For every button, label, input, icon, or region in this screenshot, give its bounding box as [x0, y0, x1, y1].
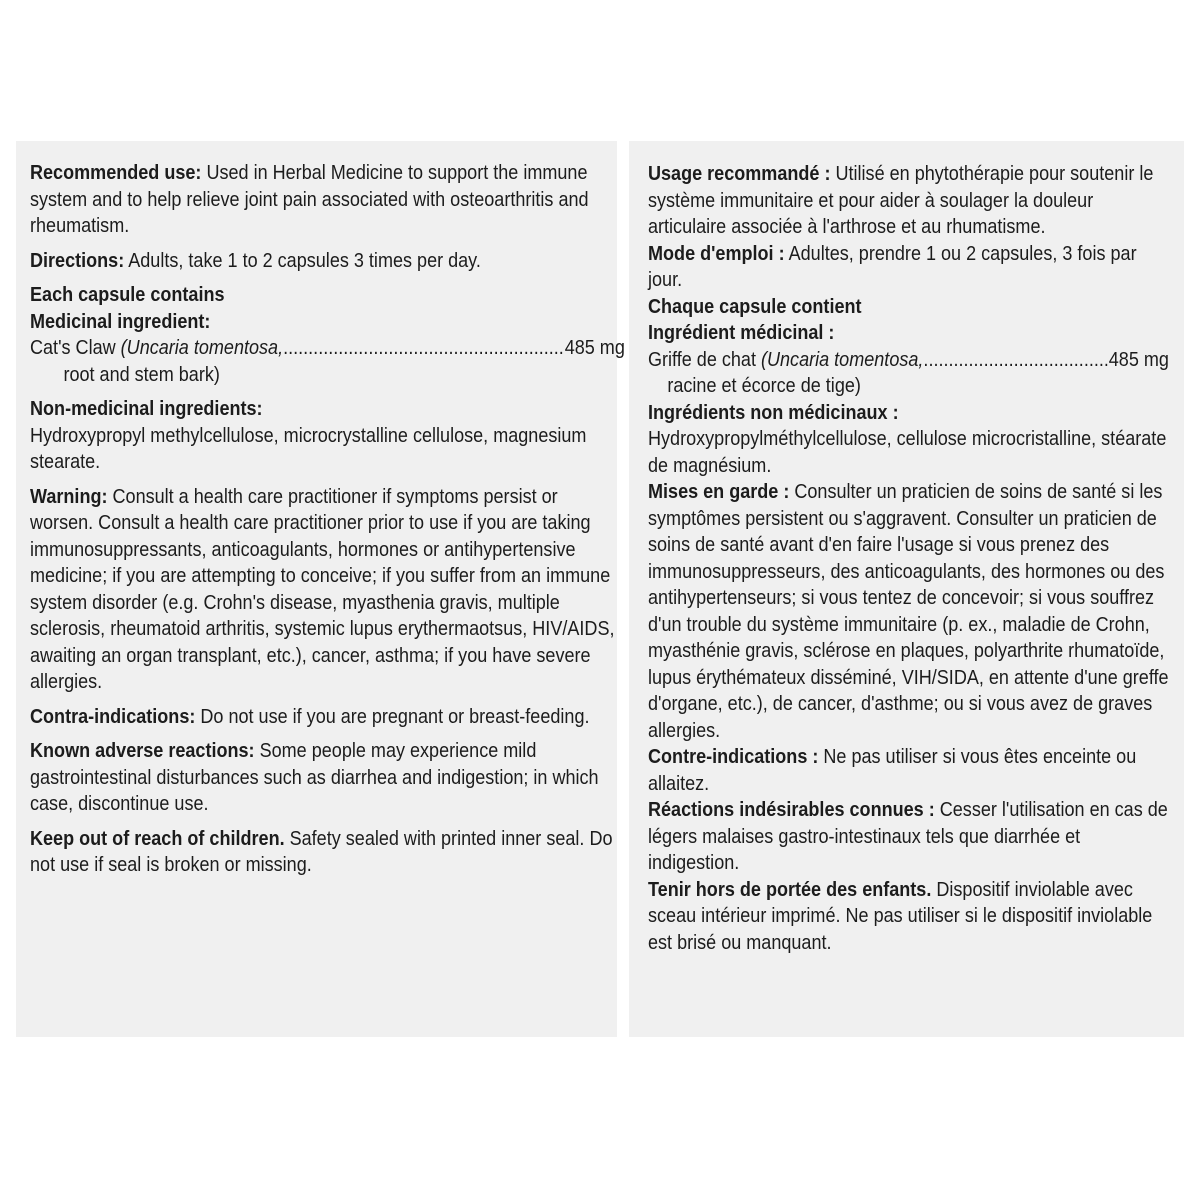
ingredient-source: root and stem bark)	[63, 362, 220, 386]
contra-indications-section	[30, 704, 625, 731]
mode-emploi-label: Mode d'emploi :	[648, 241, 785, 265]
contre-indications-label: Contre-indications :	[648, 745, 819, 768]
non-medicinaux-text: Hydroxypropylméthylcellulose, cellulose microcristalline, stéarate de magnésium.	[648, 427, 1167, 477]
directions-section	[30, 248, 625, 275]
ingredient-fr-amount: 485 mg	[1108, 347, 1169, 371]
mises-en-garde-section	[648, 479, 1169, 744]
ingredient-medicinal-heading: Ingrédient médicinal :	[648, 321, 835, 344]
ingredient-fr-source: racine et écorce de tige)	[667, 374, 861, 397]
ingredient-fr-name: Griffe de chat	[648, 347, 761, 371]
contre-indications-text: Ne pas utiliser si vous êtes enceinte ou allaitez.	[648, 745, 1137, 795]
warning-text: Consult a health care practitioner if symptoms persist or worsen. Consult a health care practitioner prior to use if you are taking immunosuppressants, anticoagulants, hormones or antihypertensive medicine; if you are attempting to conceive; if you suffer from an immune system disorder (e.g. Crohn's disease, myasthenia gravis, multiple sclerosis, rheumatoid arthritis, systemic lupus erythermaotsus, HIV/AIDS, awaiting an organ transplant, etc.), cancer, asthma; if you have severe allergies.	[30, 484, 615, 693]
each-capsule-heading: Each capsule contains	[30, 283, 225, 306]
chaque-capsule-heading: Chaque capsule contient	[648, 294, 862, 318]
medicinal-ingredient-heading: Medicinal ingredient:	[30, 309, 211, 333]
directions-text: Adults, take 1 to 2 capsules 3 times per day.	[124, 248, 481, 272]
mode-emploi-text: Adultes, prendre 1 ou 2 capsules, 3 fois par jour.	[648, 241, 1137, 291]
contra-indications-text: Do not use if you are pregnant or breast-feeding.	[195, 704, 590, 728]
reactions-indesirables-label: Réactions indésirables connues :	[648, 798, 935, 821]
ingredient-amount: 485 mg	[564, 336, 625, 359]
non-medicinal-text: Hydroxypropyl methylcellulose, microcrystalline cellulose, magnesium stearate.	[30, 423, 587, 473]
ingredients-section	[30, 282, 625, 388]
usage-recommande-label: Usage recommandé :	[648, 162, 831, 185]
ingredients-fr-section	[648, 294, 1169, 400]
english-column	[30, 160, 625, 887]
contre-indications-section	[648, 744, 1169, 797]
reactions-indesirables-section	[648, 797, 1169, 877]
tenir-hors-section	[648, 877, 1169, 957]
ingredient-name: Cat's Claw	[30, 336, 121, 359]
non-medicinaux-section	[648, 400, 1169, 480]
mises-en-garde-label: Mises en garde :	[648, 480, 790, 503]
non-medicinal-label: Non-medicinal ingredients:	[30, 397, 263, 420]
tenir-hors-text: Dispositif inviolable avec sceau intérieur imprimé. Ne pas utiliser si le dispositif inviolable est brisé ou manquant.	[648, 877, 1153, 954]
ingredient-fr-latin-name: (Uncaria tomentosa,	[760, 347, 924, 371]
keep-out-section	[30, 826, 625, 879]
ingredient-latin-name: (Uncaria tomentosa,	[120, 336, 284, 359]
french-column	[648, 161, 1169, 956]
warning-label: Warning:	[30, 484, 108, 508]
contra-indications-label: Contra-indications:	[30, 704, 196, 728]
dot-leader	[283, 335, 563, 362]
ingredient-fr-row	[648, 347, 1169, 374]
adverse-reactions-label: Known adverse reactions:	[30, 739, 255, 762]
mises-en-garde-text: Consulter un praticien de soins de santé si les symptômes persistent ou s'aggravent. Consulter un praticien de soins de santé avant d'en faire l'usage si vous prenez des immunosuppresseurs, des anticoagulants, des hormones ou des antihypertenseurs; si vous tentez de concevoir; si vous souffrez d'un trouble du système immunitaire (p. ex., maladie de Crohn, myasthénie gravis, sclérose en plaques, polyarthrite rhumatoïde, lupus érythémateux disséminé, VIH/SIDA, en attente d'une greffe d'organe, etc.), de cancer, d'asthme; ou si vous avez de graves allergies.	[648, 480, 1169, 742]
usage-recommande-section	[648, 161, 1169, 241]
mode-emploi-section	[648, 241, 1169, 294]
dot-leader-fr	[923, 347, 1107, 374]
warning-section	[30, 484, 625, 696]
keep-out-label: Keep out of reach of children.	[30, 826, 285, 850]
recommended-use-label: Recommended use:	[30, 161, 202, 184]
adverse-reactions-section	[30, 738, 625, 818]
usage-recommande-text: Utilisé en phytothérapie pour soutenir le système immunitaire et pour aider à soulager la douleur articulaire associée à l'arthrose et au rhumatisme.	[648, 162, 1154, 238]
keep-out-text: Safety sealed with printed inner seal. Do not use if seal is broken or missing.	[30, 826, 613, 876]
recommended-use-text: Used in Herbal Medicine to support the immune system and to help relieve joint pain associated with osteoarthritis and rheumatism.	[30, 161, 589, 237]
tenir-hors-label: Tenir hors de portée des enfants.	[648, 877, 932, 901]
non-medicinal-section	[30, 396, 625, 476]
non-medicinaux-label: Ingrédients non médicinaux :	[648, 400, 899, 424]
reactions-indesirables-text: Cesser l'utilisation en cas de légers malaises gastro-intestinaux tels que diarrhée et indigestion.	[648, 798, 1168, 874]
ingredient-row	[30, 335, 625, 362]
adverse-reactions-text: Some people may experience mild gastrointestinal disturbances such as diarrhea and indigestion; in which case, discontinue use.	[30, 739, 599, 815]
directions-label: Directions:	[30, 248, 125, 272]
recommended-use-section	[30, 160, 625, 240]
